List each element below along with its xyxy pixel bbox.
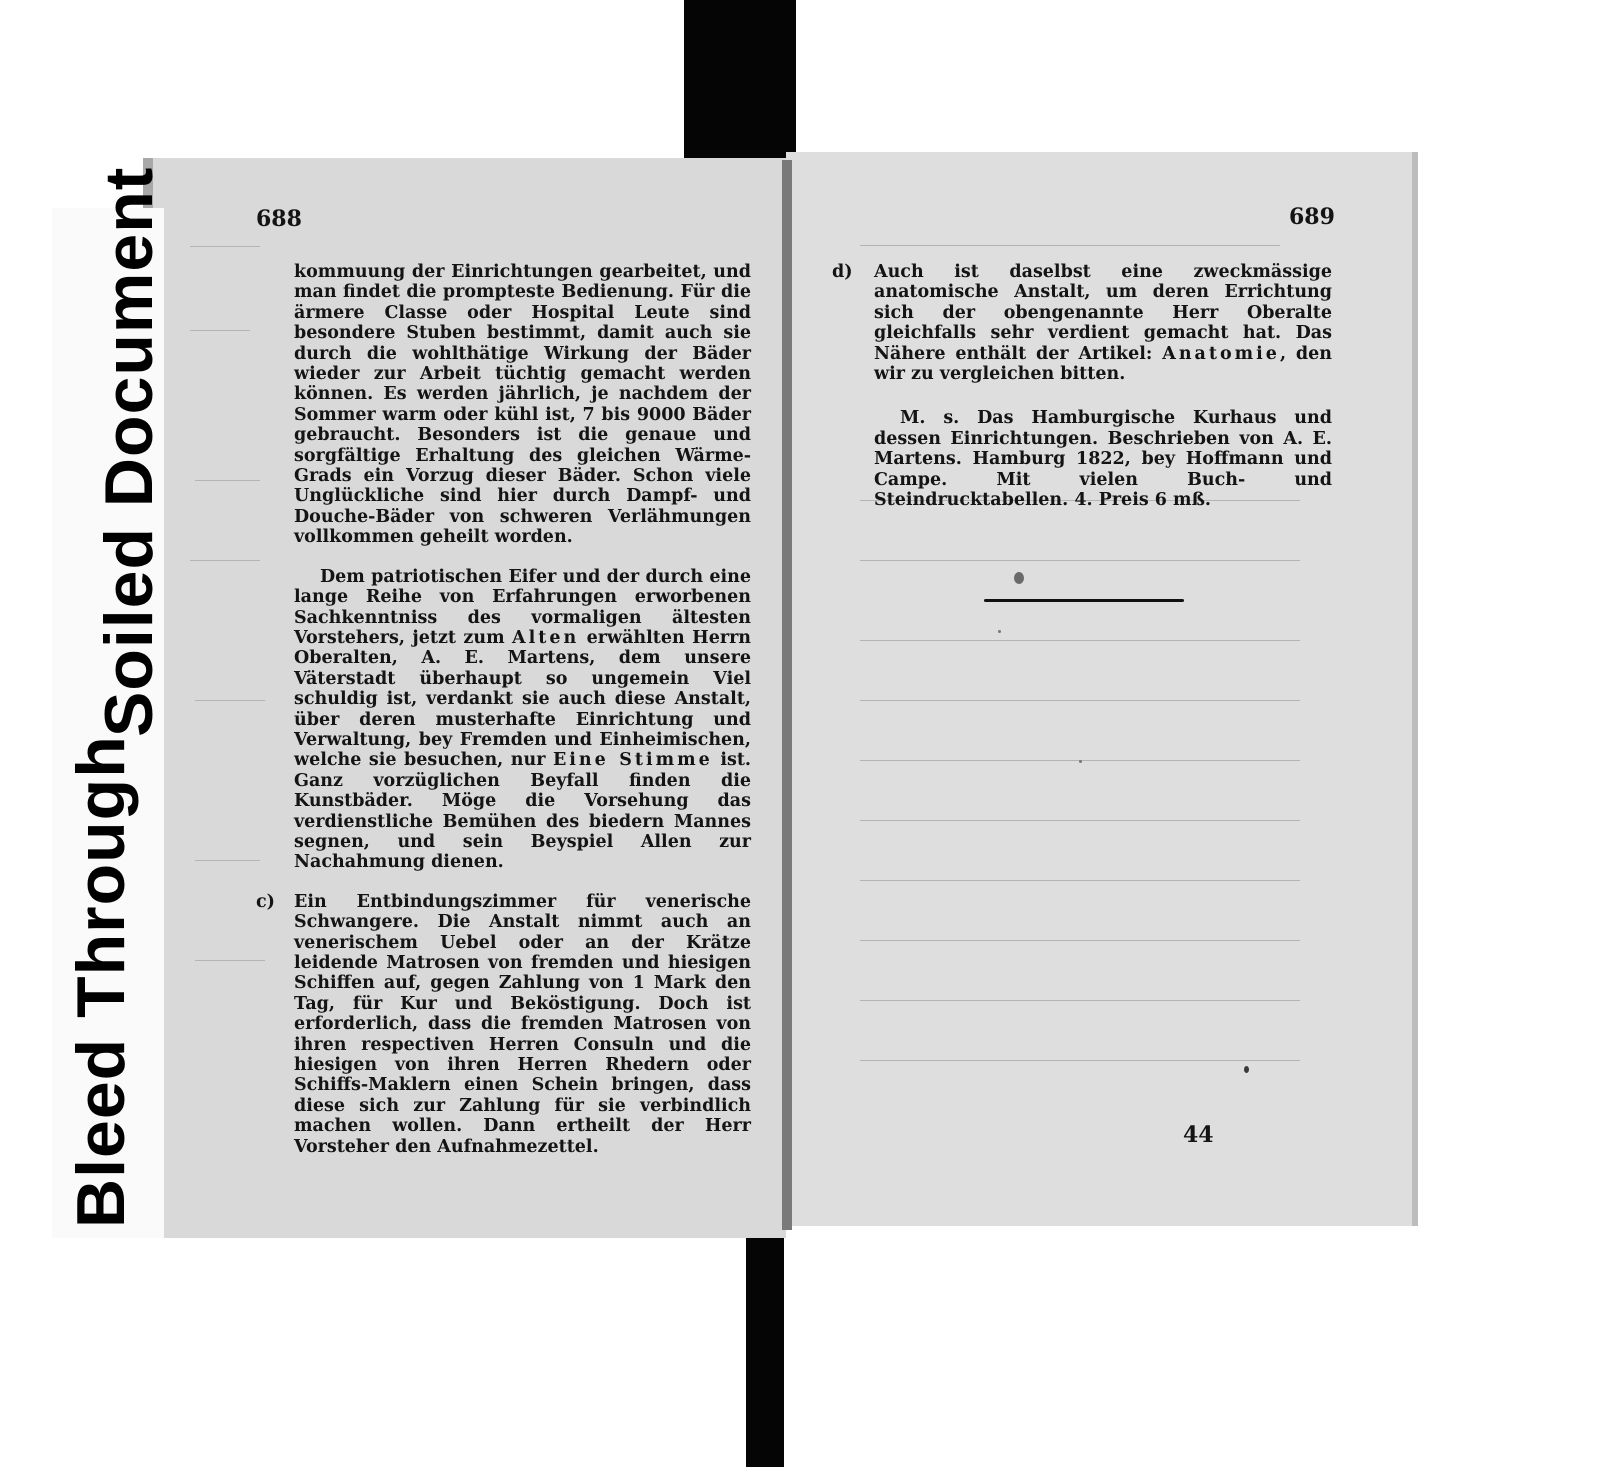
paragraph-martens — [294, 567, 751, 873]
section-divider-rule — [984, 599, 1184, 602]
item-d-text — [874, 262, 1332, 384]
bleed-mark — [190, 560, 260, 561]
soil-spot — [998, 630, 1001, 633]
bleed-mark — [195, 860, 260, 861]
item-c — [256, 891, 751, 1157]
bleed-mark — [195, 700, 265, 701]
right-page-number: 689 — [1289, 204, 1335, 230]
bleed-mark — [860, 245, 1280, 246]
bleed-mark — [860, 560, 1300, 561]
soiled-document-label: Soiled Document — [91, 166, 167, 737]
right-page-text — [832, 262, 1333, 511]
alten-emphasis: Alten — [512, 627, 580, 648]
soil-spot — [1244, 1066, 1249, 1073]
bleed-mark — [190, 246, 260, 247]
para-martens-part-a: Dem patriotischen Eifer und der durch eine lange Reihe von Erfahrungen erworbenen Sachkenntniss des vormaligen ältesten Vorstehers, jetzt zum — [294, 566, 751, 648]
item-c-label: c) — [256, 891, 275, 912]
bleed-mark — [195, 480, 260, 481]
left-page-text — [256, 262, 752, 1157]
bleed-mark — [860, 640, 1300, 641]
para-martens-part-b: erwählten Herrn Oberalten, A. E. Martens, dem unsere Väterstadt überhaupt so ungemein Viel schuldig ist, verdankt sie auch diese Anstalt, über deren musterhafte Einrichtung und Verwaltung, bey Fremden und Einheimischen, welche sie besuchen, nur — [294, 627, 752, 771]
bleed-mark — [860, 1000, 1300, 1001]
item-c-text: Ein Entbindungszimmer für venerische Schwangere. Die Anstalt nimmt auch an venerischem Uebel oder an der Krätze leidende Matrosen von fremden und hiesigen Schiffen auf, gegen Zahlung von 1 Mark den Tag, für Kur und Beköstigung. Doch ist erforderlich, dass die fremden Matrosen von ihren respectiven Herren Consuln und die hiesigen von ihren Herren Rhedern oder Schiffs-Maklern einen Schein bringen, dass diese sich zur Zahlung für sie verbindlich machen wollen. Dann ertheilt der Herr Vorsteher den Aufnahmezettel. — [294, 891, 751, 1157]
reference-citation: M. s. Das Hamburgische Kurhaus und dessen Einrichtungen. Beschrieben von A. E. Martens. Hamburg 1822, bey Hoffmann und Campe. Mit vielen Buch- und Steindrucktabellen. 4. Preis 6 mß. — [874, 408, 1332, 511]
signature-mark: 44 — [1183, 1122, 1214, 1148]
soil-spot — [1014, 572, 1024, 584]
bleed-mark — [195, 960, 265, 961]
paragraph-baths: kommuung der Einrichtungen gearbeitet, und man findet die prompteste Bedienung. Für die ärmere Classe oder Hospital Leute sind besondere Stuben bestimmt, damit auch sie durch die wohlthätige Wirkung der Bäder wieder zur Arbeit tüchtig gemacht werden können. Es werden jährlich, je nachdem der Sommer warm oder kühl ist, 7 bis 9000 Bäder gebraucht. Besonders ist die genaue und sorgfältige Erhaltung des gleichen Wärme-Grads ein Vorzug dieser Bäder. Schon viele Unglückliche sind hier durch Dampf- und Douche-Bäder von schweren Verlähmungen vollkommen geheilt worden. — [294, 262, 751, 548]
left-page-number: 688 — [256, 206, 302, 232]
soil-spot — [1079, 760, 1082, 763]
item-d-label: d) — [832, 262, 853, 282]
spine-binding-top — [684, 0, 796, 165]
bleed-mark — [190, 330, 250, 331]
spine-binding-bottom — [746, 1218, 784, 1467]
item-d-body: Auch ist daselbst eine zweckmässige anatomische Anstalt, um deren Errichtung sich der obengenannte Herr Oberalte gleichfalls sehr verdient gemacht hat. Das Nähere enthält der Artikel: — [874, 262, 1332, 364]
item-d — [832, 262, 1333, 385]
bleed-mark — [860, 940, 1300, 941]
eine-stimme-emphasis: Eine Stimme — [552, 750, 713, 771]
bleed-through-label: Bleed Through — [63, 735, 139, 1228]
item-d-tail: , den wir zu vergleichen bitten. — [874, 343, 1333, 385]
page-gutter — [782, 160, 792, 1230]
bleed-mark — [860, 700, 1300, 701]
para-martens-part-c: ist. Ganz vorzüglichen Beyfall finden die Kunstbäder. Möge die Vorsehung das verdienstliche Bemühen des biedern Mannes segnen, und sein Beyspiel Allen zur Nachahmung dienen. — [294, 750, 752, 873]
bleed-mark — [860, 880, 1300, 881]
bleed-mark — [860, 1060, 1300, 1061]
anatomie-emphasis: Anatomie — [1162, 343, 1280, 364]
bleed-mark — [860, 820, 1300, 821]
